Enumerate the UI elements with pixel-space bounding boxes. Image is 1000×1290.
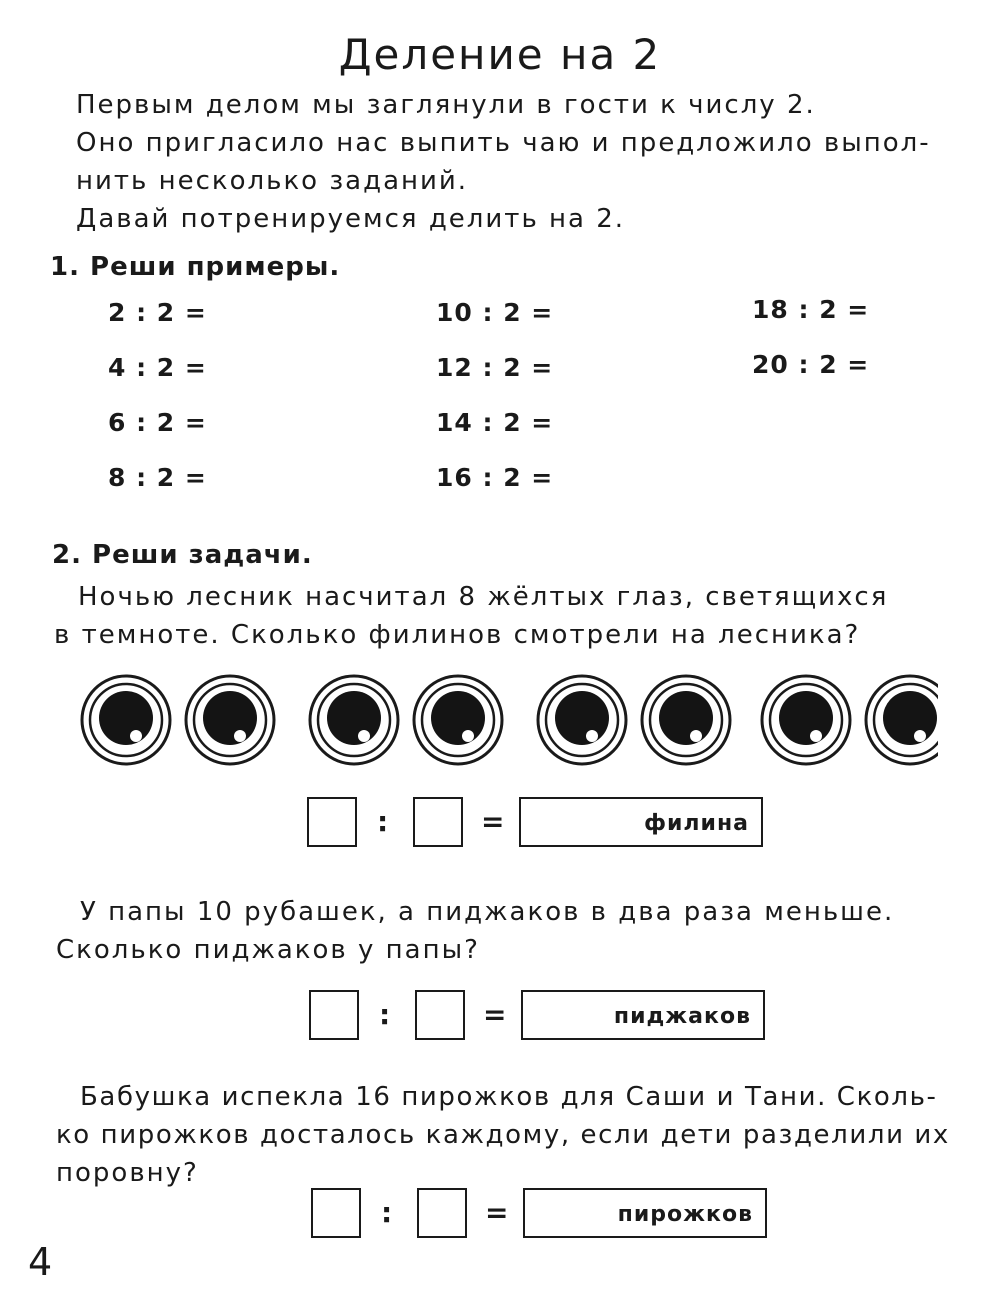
intro-line-3: нить несколько заданий. xyxy=(76,166,469,196)
owl-eye-icon xyxy=(186,676,274,764)
problem3-line-1: Бабушка испекла 16 пирожков для Саши и Тани. Сколь- xyxy=(80,1082,938,1112)
example: 10 : 2 = xyxy=(436,298,554,327)
task2-heading: 2. Реши задачи. xyxy=(52,540,313,570)
answer-row-jackets xyxy=(309,990,769,1046)
example: 18 : 2 = xyxy=(752,295,870,324)
colon-sign: : xyxy=(379,998,391,1031)
divisor-box[interactable] xyxy=(415,990,465,1040)
example: 20 : 2 = xyxy=(752,350,870,379)
divisor-box[interactable] xyxy=(413,797,463,847)
owl-eye-icon xyxy=(82,676,170,764)
dividend-box[interactable] xyxy=(311,1188,361,1238)
intro-line-4: Давай потренируемся делить на 2. xyxy=(76,204,626,234)
task1-heading: 1. Реши примеры. xyxy=(50,252,341,282)
intro-line-1: Первым делом мы заглянули в гости к числу 2. xyxy=(76,90,816,120)
problem3-line-3: поровну? xyxy=(56,1158,199,1188)
example: 4 : 2 = xyxy=(108,353,207,382)
owl-eye-icon xyxy=(414,676,502,764)
owl-eye-icon xyxy=(310,676,398,764)
owl-eyes-illustration xyxy=(78,670,938,770)
page-number: 4 xyxy=(28,1240,53,1284)
answer-row-pies xyxy=(311,1188,771,1244)
example: 16 : 2 = xyxy=(436,463,554,492)
answer-unit: пиджаков xyxy=(613,1004,751,1029)
problem2-line-1: У папы 10 рубашек, а пиджаков в два раза меньше. xyxy=(80,897,895,927)
problem2-line-2: Сколько пиджаков у папы? xyxy=(56,935,480,965)
problem1-line-2: в темноте. Сколько филинов смотрели на лесника? xyxy=(54,620,861,650)
colon-sign: : xyxy=(381,1196,393,1229)
owl-eye-icon xyxy=(762,676,850,764)
example: 14 : 2 = xyxy=(436,408,554,437)
answer-unit: филина xyxy=(644,811,749,836)
equals-sign: = xyxy=(485,1196,509,1229)
example: 12 : 2 = xyxy=(436,353,554,382)
owl-eye-icon xyxy=(538,676,626,764)
answer-row-owls xyxy=(307,797,767,853)
answer-box[interactable] xyxy=(519,797,763,847)
owl-eye-icon xyxy=(866,676,938,764)
example: 6 : 2 = xyxy=(108,408,207,437)
answer-box[interactable] xyxy=(523,1188,767,1238)
dividend-box[interactable] xyxy=(309,990,359,1040)
page-title: Деление на 2 xyxy=(338,30,662,79)
example: 2 : 2 = xyxy=(108,298,207,327)
answer-box[interactable] xyxy=(521,990,765,1040)
owl-eye-icon xyxy=(642,676,730,764)
dividend-box[interactable] xyxy=(307,797,357,847)
equals-sign: = xyxy=(481,805,505,838)
problem1-line-1: Ночью лесник насчитал 8 жёлтых глаз, светящихся xyxy=(78,582,889,612)
divisor-box[interactable] xyxy=(417,1188,467,1238)
problem3-line-2: ко пирожков досталось каждому, если дети разделили их xyxy=(56,1120,950,1150)
colon-sign: : xyxy=(377,805,389,838)
example: 8 : 2 = xyxy=(108,463,207,492)
answer-unit: пирожков xyxy=(617,1202,753,1227)
equals-sign: = xyxy=(483,998,507,1031)
intro-line-2: Оно пригласило нас выпить чаю и предложило выпол- xyxy=(76,128,931,158)
